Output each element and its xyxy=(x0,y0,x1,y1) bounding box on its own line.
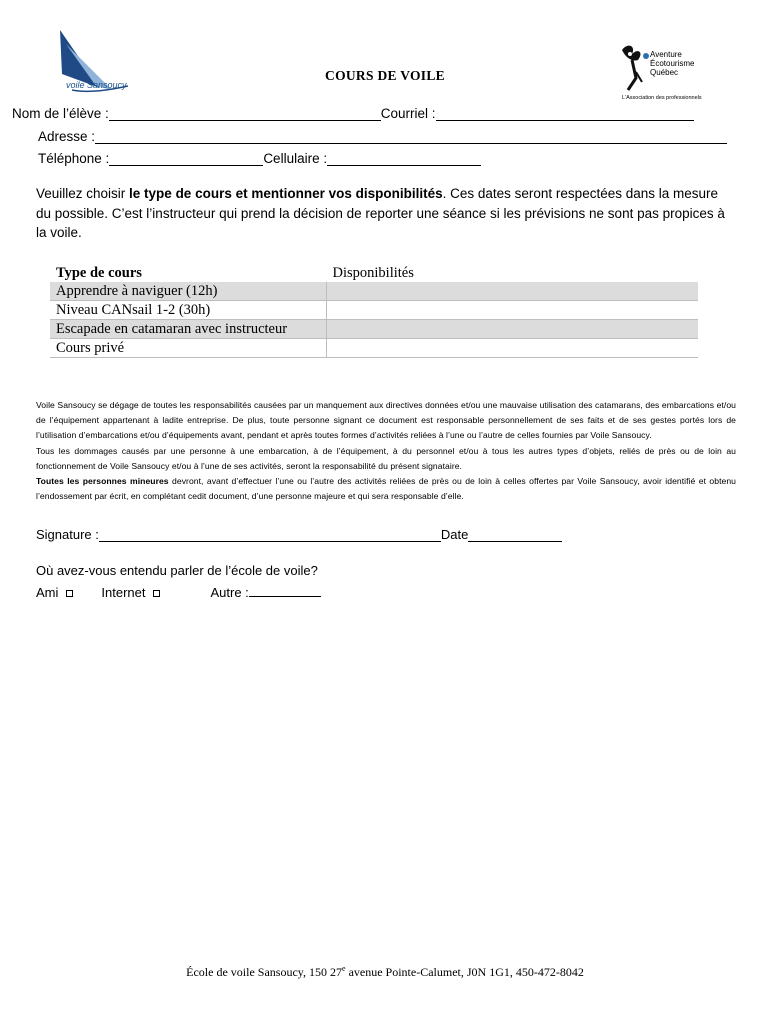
legal-paragraph-2: Tous les dommages causés par une personne à une embarcation, à de l’équipement, à du personnel et/ou à tous les autres types d’objets, reliés de près ou de loin au fonctionnement de Voile Sansoucy et/ou à l’une de ses activités, seront la responsabilité du présent signataire. xyxy=(36,445,736,471)
referral-options xyxy=(36,582,321,600)
address-label: Adresse : xyxy=(38,129,96,144)
date-field[interactable] xyxy=(468,527,562,542)
phone-row xyxy=(38,151,481,166)
course-cell: Apprendre à naviguer (12h) xyxy=(50,282,327,301)
legal-paragraph-1: Voile Sansoucy se dégage de toutes les responsabilités causées par un manquement aux directives données et/ou une mauvaise utilisation des catamarans, des embarcations et/ou de l’équipement appartenant à ladite entreprise. De plus, toute personne signant ce document est responsable personnellement de ses faits et de ses gestes portés lors de l’utilisation d’embarcations et/ou d’équipements avant, pendant et après toutes formes d’activités reliées à l’une ou l’autre de celles fournies par Voile Sansoucy. xyxy=(36,400,736,441)
referral-question: Où avez-vous entendu parler de l’école de voile? xyxy=(36,563,318,578)
footer-address: École de voile Sansoucy, 150 27e avenue Pointe-Calumet, J0N 1G1, 450-472-8042 xyxy=(186,964,584,979)
course-cell: Cours privé xyxy=(50,339,327,358)
signature-label: Signature : xyxy=(36,527,99,542)
name-label: Nom de l’élève : xyxy=(12,106,109,121)
legal-disclaimer xyxy=(36,398,736,504)
option-internet[interactable]: Internet xyxy=(101,585,160,600)
logo-right-text: Aventure Écotourisme Québec xyxy=(650,50,695,77)
checkbox-ami[interactable] xyxy=(66,590,73,597)
intro-paragraph: Veuillez choisir le type de cours et mentionner vos disponibilités. Ces dates seront respectées dans la mesure du possible. C’est l’instructeur qui prend la décision de reporter une séance si les prévisions ne sont pas propices à la voile. xyxy=(36,186,725,240)
course-cell: Escapade en catamaran avec instructeur xyxy=(50,320,327,339)
course-type-header: Type de cours xyxy=(56,264,142,281)
signature-row xyxy=(36,527,562,542)
table-row[interactable] xyxy=(50,282,698,301)
email-field[interactable] xyxy=(436,106,694,121)
name-email-row xyxy=(12,106,694,121)
phone-label: Téléphone : xyxy=(38,151,110,166)
signature-field[interactable] xyxy=(99,527,441,542)
logo-right-tagline: L'Association des professionnels xyxy=(622,95,702,101)
cell-label: Cellulaire : xyxy=(263,151,328,166)
table-row[interactable] xyxy=(50,339,698,358)
availability-header: Disponibilités xyxy=(332,264,414,281)
availability-cell[interactable] xyxy=(327,339,699,358)
table-row[interactable] xyxy=(50,301,698,320)
logo-left-text: voile Sansoucy xyxy=(66,80,127,90)
name-field[interactable] xyxy=(109,106,381,121)
cell-field[interactable] xyxy=(327,151,481,166)
checkbox-internet[interactable] xyxy=(153,590,160,597)
email-label: Courriel : xyxy=(380,106,436,121)
legal-paragraph-3: Toutes les personnes mineures devront, avant d’effectuer l’une ou l’autre des activités reliées de près ou de loin à celles offertes par Voile Sansoucy, avoir identifié et obtenu l’endossement par écrit, en complétant cedit document, d’une personne majeure et qui sera responsable d’elle. xyxy=(36,476,737,502)
availability-cell[interactable] xyxy=(327,282,699,301)
date-label: Date xyxy=(440,527,469,542)
table-row[interactable] xyxy=(50,320,698,339)
address-field[interactable] xyxy=(95,129,727,144)
option-ami[interactable]: Ami xyxy=(36,585,73,600)
course-cell: Niveau CANsail 1-2 (30h) xyxy=(50,301,327,320)
phone-field[interactable] xyxy=(109,151,263,166)
other-field[interactable] xyxy=(249,582,321,597)
page-title: COURS DE VOILE xyxy=(325,68,445,83)
availability-cell[interactable] xyxy=(327,320,699,339)
address-row xyxy=(38,129,727,144)
course-table xyxy=(50,264,698,358)
option-autre: Autre : xyxy=(210,582,320,600)
availability-cell[interactable] xyxy=(327,301,699,320)
